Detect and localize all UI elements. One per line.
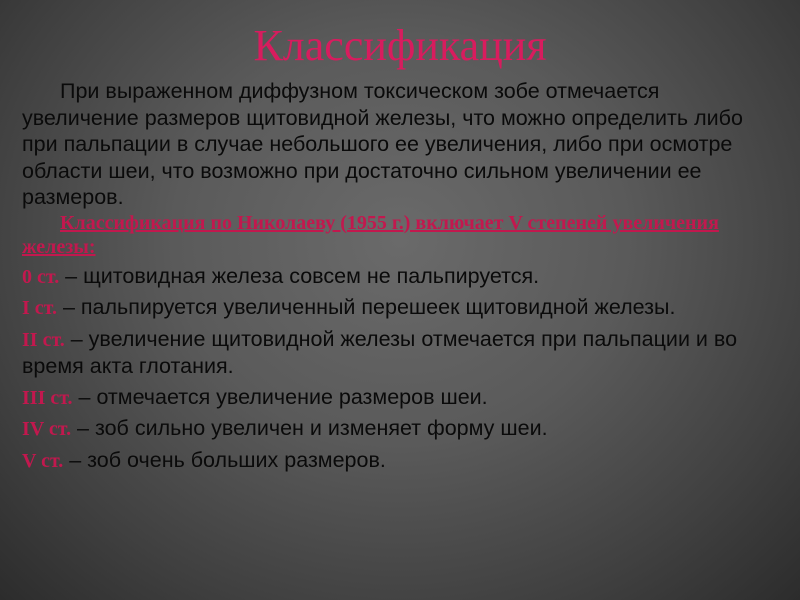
degree-item-4: [22, 415, 782, 443]
degree-text: – пальпируется увеличенный перешеек щитовидной железы.: [56, 295, 676, 319]
degree-text: – щитовидная железа совсем не пальпируется.: [59, 263, 540, 288]
degree-label: V ст.: [22, 449, 64, 472]
degree-item-5: [22, 447, 782, 475]
degree-label: 0 ст.: [22, 265, 60, 288]
slide-title: Классификация: [253, 21, 547, 70]
degree-text: – зоб сильно увеличен и изменяет форму шеи.: [71, 416, 548, 440]
degree-item-2: [22, 326, 782, 380]
degree-label: II ст.: [22, 328, 65, 351]
degree-label: I ст.: [22, 297, 57, 319]
degree-label: III ст.: [22, 386, 73, 409]
classification-subheading: Классификация по Николаеву (1955 г.) включает V степеней увеличения железы:: [22, 211, 719, 258]
degree-label: IV ст.: [22, 418, 72, 440]
degree-text: – отмечается увеличение размеров шеи.: [72, 384, 488, 409]
degree-text: – зоб очень больших размеров.: [63, 447, 386, 472]
degree-text: – увеличение щитовидной железы отмечается при пальпации и во время акта глотания.: [22, 326, 738, 378]
intro-paragraph: При выраженном диффузном токсическом зобе отмечается увеличение размеров щитовидной железы, что можно определить либо при пальпации в случае небольшого ее увеличения, либо при осмотре области шеи, что возможно при достаточно сильном увеличении ее размеров.: [22, 79, 743, 209]
degree-item-1: [22, 294, 782, 322]
slide-body: [22, 78, 782, 474]
degree-item-0: [22, 263, 782, 291]
degree-item-3: [22, 384, 782, 412]
